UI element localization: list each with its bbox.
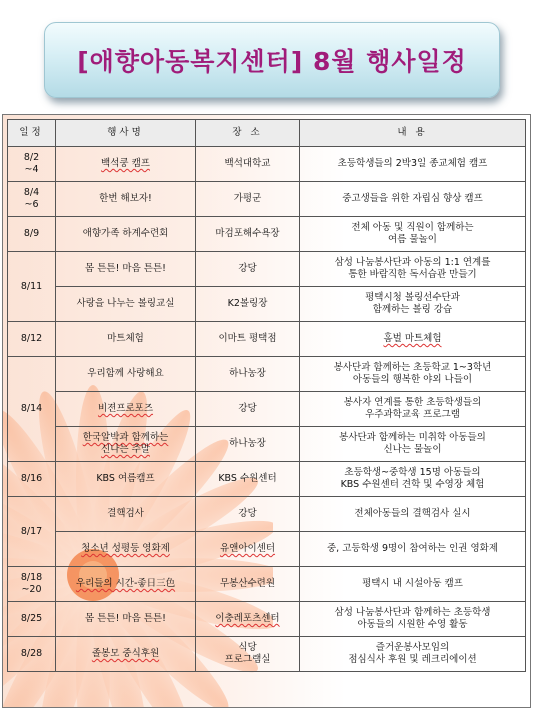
table-row <box>8 497 526 532</box>
date-cell: 8/14 <box>8 357 56 462</box>
date-cell: 8/2 ~4 <box>8 147 56 182</box>
date-cell: 8/12 <box>8 322 56 357</box>
title-banner <box>44 22 500 98</box>
table-row <box>8 322 526 357</box>
date-cell: 8/4 ~6 <box>8 182 56 217</box>
place-cell <box>196 427 300 462</box>
event-cell <box>56 637 196 672</box>
content-cell <box>300 182 526 217</box>
content-cell-text: 초등학생~중학생 15명 아동들의 KBS 수원센터 견학 및 수영장 체험 <box>340 467 485 490</box>
content-cell <box>300 602 526 637</box>
page-title: [애향아동복지센터] 8월 행사일정 <box>77 47 467 76</box>
table-row <box>8 532 526 567</box>
date-cell: 8/16 <box>8 462 56 497</box>
event-cell-text: 우리들의 시간-좋日三色 <box>75 578 176 589</box>
event-cell-text: 한번 해보자! <box>99 193 152 204</box>
event-cell <box>56 252 196 287</box>
content-cell <box>300 147 526 182</box>
place-cell <box>196 567 300 602</box>
table-row <box>8 567 526 602</box>
place-cell-text: 가평군 <box>233 193 262 204</box>
place-cell-text: 백석대학교 <box>224 158 271 169</box>
place-cell-text: 강당 <box>238 403 257 414</box>
place-cell <box>196 392 300 427</box>
place-cell-text: KBS 수원센터 <box>218 473 277 484</box>
place-cell <box>196 147 300 182</box>
place-cell-text: 유앤아이센터 <box>219 543 276 554</box>
content-cell-text: 전체아동들의 결핵검사 실시 <box>354 508 471 519</box>
place-cell-text: 이충레포츠센터 <box>215 613 280 624</box>
content-cell-text: 평택시청 볼링선수단과 함께하는 볼링 강습 <box>365 292 460 315</box>
content-cell <box>300 392 526 427</box>
place-cell <box>196 287 300 322</box>
content-cell <box>300 427 526 462</box>
table-row <box>8 357 526 392</box>
content-cell <box>300 322 526 357</box>
header-place: 장 소 <box>196 120 300 147</box>
content-cell-text: 봉사단과 함께하는 미취학 아동들의 신나는 물놀이 <box>339 432 486 455</box>
table-row <box>8 427 526 462</box>
content-cell-text: 홈벌 마트체험 <box>383 333 442 344</box>
content-cell-text: 전체 아동 및 직원이 함께하는 여름 물놀이 <box>351 222 474 245</box>
event-cell <box>56 532 196 567</box>
event-cell-text: 몸 튼튼! 마음 튼튼! <box>85 613 166 624</box>
date-cell: 8/17 <box>8 497 56 567</box>
content-cell-text: 봉사단과 함께하는 초등학교 1~3학년 아동들의 행복한 야외 나들이 <box>333 362 492 385</box>
date-cell: 8/9 <box>8 217 56 252</box>
event-cell <box>56 392 196 427</box>
place-cell <box>196 252 300 287</box>
header-event: 행사명 <box>56 120 196 147</box>
table-row <box>8 147 526 182</box>
content-cell <box>300 252 526 287</box>
place-cell <box>196 637 300 672</box>
schedule-panel <box>2 114 531 708</box>
date-cell: 8/28 <box>8 637 56 672</box>
place-cell-text: 식당 프로그램실 <box>224 642 271 665</box>
content-cell <box>300 462 526 497</box>
date-cell: 8/18 ~20 <box>8 567 56 602</box>
place-cell-text: 하나농장 <box>229 438 266 449</box>
content-cell <box>300 357 526 392</box>
event-cell <box>56 287 196 322</box>
content-cell-text: 중고생들을 위한 자립심 향상 캠프 <box>342 193 483 204</box>
event-cell <box>56 182 196 217</box>
event-cell <box>56 217 196 252</box>
table-row <box>8 392 526 427</box>
content-cell-text: 초등학생들의 2박3일 종교체험 캠프 <box>337 158 488 169</box>
content-cell-text: 봉사자 연계를 통한 초등학생들의 우주과학교육 프로그램 <box>343 397 482 420</box>
event-cell <box>56 427 196 462</box>
table-header <box>8 120 526 147</box>
content-cell <box>300 287 526 322</box>
content-cell-text: 삼성 나눔봉사단과 아동의 1:1 연계를 통한 바람직한 독서습관 만들기 <box>334 257 491 280</box>
content-cell-text: 삼성 나눔봉사단과 함께하는 초등학생 아동들의 시원한 수영 활동 <box>334 607 491 630</box>
place-cell-text: 이마트 평택점 <box>218 333 277 344</box>
event-cell-text: 우리함께 사랑해요 <box>87 368 164 379</box>
place-cell <box>196 357 300 392</box>
event-cell <box>56 462 196 497</box>
event-cell <box>56 567 196 602</box>
content-cell-text: 평택시 내 시설아동 캠프 <box>362 578 463 589</box>
event-cell <box>56 497 196 532</box>
event-cell-text: 사랑을 나누는 볼링교실 <box>76 298 175 309</box>
content-cell-text: 즐거운봉사모임의 점심식사 후원 및 레크리에이션 <box>348 642 477 665</box>
event-cell <box>56 357 196 392</box>
event-cell-text: 애향가족 하계수련회 <box>82 228 169 239</box>
place-cell <box>196 602 300 637</box>
place-cell <box>196 322 300 357</box>
date-cell: 8/11 <box>8 252 56 322</box>
date-cell: 8/25 <box>8 602 56 637</box>
header-content: 내 용 <box>300 120 526 147</box>
table-row <box>8 182 526 217</box>
event-cell <box>56 322 196 357</box>
content-cell <box>300 567 526 602</box>
content-cell <box>300 532 526 567</box>
place-cell <box>196 532 300 567</box>
event-cell-text: 백석쿵 캠프 <box>101 158 150 169</box>
event-cell-text: 졸봉모 중식후원 <box>91 648 160 659</box>
place-cell <box>196 217 300 252</box>
table-row <box>8 287 526 322</box>
place-cell-text: 하나농장 <box>229 368 266 379</box>
table-row <box>8 217 526 252</box>
event-cell-text: 한국알박과 함께하는 신나는 주말 <box>82 432 169 455</box>
place-cell-text: 무봉산수련원 <box>219 578 276 589</box>
event-cell-text: 몸 튼튼! 마음 튼튼! <box>85 263 166 274</box>
table-row <box>8 462 526 497</box>
event-cell <box>56 602 196 637</box>
event-cell-text: 비젼프로포즈 <box>97 403 154 414</box>
event-cell-text: 마트체험 <box>107 333 144 344</box>
table-row <box>8 637 526 672</box>
content-cell-text: 중, 고등학생 9명이 참여하는 인권 영화제 <box>327 543 498 554</box>
event-cell <box>56 147 196 182</box>
place-cell-text: 강당 <box>238 508 257 519</box>
content-cell <box>300 637 526 672</box>
table-row <box>8 252 526 287</box>
place-cell-text: 마검포해수욕장 <box>215 228 280 239</box>
event-cell-text: 청소년 성평등 영화제 <box>81 543 170 554</box>
event-cell-text: KBS 여름캠프 <box>96 473 155 484</box>
content-cell <box>300 497 526 532</box>
place-cell-text: 강당 <box>238 263 257 274</box>
event-cell-text: 결핵검사 <box>107 508 144 519</box>
content-cell <box>300 217 526 252</box>
schedule-table <box>7 119 526 672</box>
place-cell-text: K2볼링장 <box>227 298 268 309</box>
place-cell <box>196 182 300 217</box>
place-cell <box>196 462 300 497</box>
table-row <box>8 602 526 637</box>
place-cell <box>196 497 300 532</box>
header-date: 일정 <box>8 120 56 147</box>
